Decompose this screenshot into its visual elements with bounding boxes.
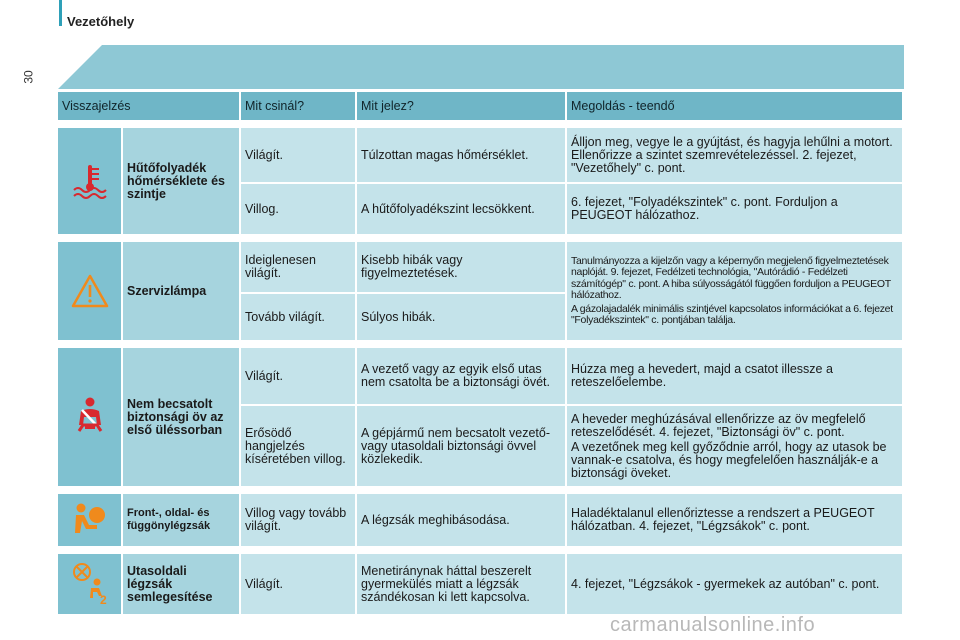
action-cell: Ideiglenesen világít. [241, 242, 357, 292]
seatbelt-icon [58, 348, 123, 486]
solution-paragraph: A heveder meghúzásával ellenőrizze az öv megfelelő reteszelődését. 4. fejezet, "Biztonsági öv" c. pont. [571, 411, 866, 439]
banner-corner [58, 45, 102, 89]
meaning-cell: Menetiránynak háttal beszerelt gyermekülés miatt a légzsák szándékosan ki lett kapcsolva. [357, 554, 567, 614]
meaning-cell: A hűtőfolyadékszint lecsökkent. [357, 182, 567, 234]
passenger-airbag-off-icon [58, 554, 123, 614]
table-row [58, 494, 904, 546]
accent-rule [59, 0, 62, 26]
table-row [58, 242, 904, 292]
action-cell: Villog vagy tovább világít. [241, 494, 357, 546]
table-row [58, 348, 904, 404]
action-cell: Világít. [241, 554, 357, 614]
solution-cell [567, 242, 904, 340]
action-cell: Világít. [241, 128, 357, 182]
action-cell: Világít. [241, 348, 357, 404]
meaning-cell: A vezető vagy az egyik első utas nem csatolta be a biztonsági övét. [357, 348, 567, 404]
solution-cell: Álljon meg, vegye le a gyújtást, és hagyja lehűlni a motort. Ellenőrizze a szintet szemrevételezéssel. 2. fejezet, "Vezetőhely" c. pont. [567, 128, 904, 182]
svg-text:2: 2 [99, 593, 107, 606]
meaning-cell: Súlyos hibák. [357, 292, 567, 340]
action-cell: Tovább világít. [241, 292, 357, 340]
table-row [58, 554, 904, 614]
indicator-name: Hűtőfolyadék hőmérséklete és szintje [123, 128, 241, 234]
col-header-action: Mit csinál? [241, 92, 357, 120]
solution-cell [567, 404, 904, 486]
meaning-cell: Túlzottan magas hőmérséklet. [357, 128, 567, 182]
solution-paragraph: A gázolajadalék minimális szintjével kapcsolatos információkat a 6. fejezet "Folyadékszintek" c. pontjában találja. [571, 302, 893, 326]
solution-paragraph: A vezetőnek meg kell győződnie arról, hogy az utasok be vannak-e csatolva, és hogy megfelelően használják-e a biztonsági öveket. [571, 439, 887, 480]
table-header-row [58, 92, 904, 120]
meaning-cell: A légzsák meghibásodása. [357, 494, 567, 546]
coolant-temperature-icon [58, 128, 123, 234]
header-banner [58, 45, 904, 89]
watermark: carmanualsonline.info [610, 614, 816, 636]
meaning-cell: A gépjármű nem becsatolt vezető- vagy utasoldali biztonsági övvel közlekedik. [357, 404, 567, 486]
col-header-meaning: Mit jelez? [357, 92, 567, 120]
solution-cell: Haladéktalanul ellenőriztesse a rendszert a PEUGEOT hálózatban. 4. fejezet, "Légzsákok" c. pont. [567, 494, 904, 546]
airbag-icon [58, 494, 123, 546]
warning-lights-table [58, 92, 904, 614]
section-title: Vezetőhely [67, 14, 135, 29]
action-cell: Villog. [241, 182, 357, 234]
indicator-name: Front-, oldal- és függönylégzsák [123, 494, 241, 546]
action-cell: Erősödő hangjelzés kíséretében villog. [241, 404, 357, 486]
solution-paragraph: Tanulmányozza a kijelzőn vagy a képernyőn megjelenő figyelmeztetések naplóját. 9. fejezet, Fedélzeti technológia, "Autórádió - Fedélzeti számítógép" c. pont. A hiba súlyosságától függően forduljon a PEUGEOT hálózathoz. [571, 254, 891, 301]
col-header-solution: Megoldás - teendő [567, 92, 904, 120]
service-warning-icon [58, 242, 123, 340]
table-row [58, 128, 904, 182]
solution-cell: Húzza meg a hevedert, majd a csatot illessze a reteszelőelembe. [567, 348, 904, 404]
indicator-name: Szervizlámpa [123, 242, 241, 340]
solution-cell: 4. fejezet, "Légzsákok - gyermekek az autóban" c. pont. [567, 554, 904, 614]
indicator-name: Nem becsatolt biztonsági öv az első üléssorban [123, 348, 241, 486]
meaning-cell: Kisebb hibák vagy figyelmeztetések. [357, 242, 567, 292]
col-header-indicator: Visszajelzés [58, 92, 241, 120]
page-number: 30 [21, 70, 36, 84]
solution-cell: 6. fejezet, "Folyadékszintek" c. pont. Forduljon a PEUGEOT hálózathoz. [567, 182, 904, 234]
indicator-name: Utasoldali légzsák semlegesítése [123, 554, 241, 614]
